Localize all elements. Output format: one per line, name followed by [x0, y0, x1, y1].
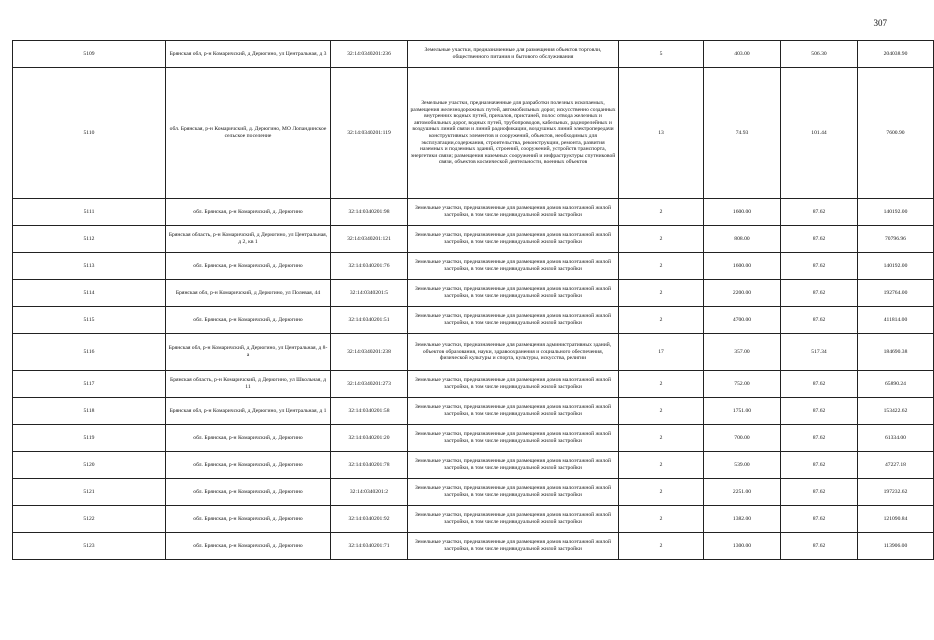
cadastral-number-cell: 32:14:0340201:92	[331, 506, 408, 533]
land-plot-registry-table	[12, 40, 934, 560]
table-row	[13, 425, 934, 452]
cadastral-number-cell: 32:14:0340201:76	[331, 253, 408, 280]
area-cell: 752.00	[704, 371, 781, 398]
address-cell: обл. Брянская, р-н Комаричский, д. Дерюгино, МО Лопандинское сельское поселение	[166, 68, 331, 199]
table-row	[13, 41, 934, 68]
unit-value-cell: 87.62	[781, 307, 858, 334]
land-use-cell: Земельные участки, предназначенные для размещения домов малоэтажной жилой застройки, в том числе индивидуальной жилой застройки	[408, 226, 619, 253]
cadastral-number-cell: 32:14:0340201:236	[331, 41, 408, 68]
cadastral-number-cell: 32:14:0340201:273	[331, 371, 408, 398]
row-id-cell: 5119	[13, 425, 166, 452]
row-id-cell: 5121	[13, 479, 166, 506]
area-cell: 1600.00	[704, 199, 781, 226]
table-row	[13, 533, 934, 560]
table-row	[13, 199, 934, 226]
cadastral-value-cell: 184690.38	[858, 334, 934, 371]
cadastral-value-cell: 192764.00	[858, 280, 934, 307]
land-use-cell: Земельные участки, предназначенные для размещения домов малоэтажной жилой застройки, в том числе индивидуальной жилой застройки	[408, 506, 619, 533]
cadastral-number-cell: 32:14:0340201:238	[331, 334, 408, 371]
group-number-cell: 2	[619, 226, 704, 253]
cadastral-value-cell: 140192.00	[858, 199, 934, 226]
address-cell: обл. Брянская, р-н Комаричский, д. Дерюгино	[166, 533, 331, 560]
unit-value-cell: 87.62	[781, 479, 858, 506]
group-number-cell: 2	[619, 506, 704, 533]
group-number-cell: 2	[619, 452, 704, 479]
unit-value-cell: 101.44	[781, 68, 858, 199]
area-cell: 539.00	[704, 452, 781, 479]
cadastral-number-cell: 32:14:0340201:58	[331, 398, 408, 425]
table-row	[13, 398, 934, 425]
unit-value-cell: 87.62	[781, 371, 858, 398]
unit-value-cell: 87.62	[781, 226, 858, 253]
cadastral-value-cell: 140192.00	[858, 253, 934, 280]
group-number-cell: 5	[619, 41, 704, 68]
address-cell: обл. Брянская, р-н Комаричский, д. Дерюгино	[166, 479, 331, 506]
address-cell: Брянская обл, р-н Комаричский, д Дерюгино, ул Полевая, 44	[166, 280, 331, 307]
group-number-cell: 2	[619, 533, 704, 560]
cadastral-number-cell: 32:14:0340201:20	[331, 425, 408, 452]
cadastral-value-cell: 204038.90	[858, 41, 934, 68]
table-row	[13, 226, 934, 253]
group-number-cell: 2	[619, 253, 704, 280]
unit-value-cell: 87.62	[781, 280, 858, 307]
group-number-cell: 2	[619, 199, 704, 226]
unit-value-cell: 87.62	[781, 506, 858, 533]
cadastral-number-cell: 32:14:0340201:119	[331, 68, 408, 199]
group-number-cell: 2	[619, 307, 704, 334]
address-cell: Брянская обл, р-н Комаричский, д Дерюгино, ул Центральная, д 3	[166, 41, 331, 68]
address-cell: обл. Брянская, р-н Комаричский, д. Дерюгино	[166, 199, 331, 226]
area-cell: 74.93	[704, 68, 781, 199]
address-cell: Брянская область, р-н Комаричский, д Дерюгино, ул Школьная, д 11	[166, 371, 331, 398]
land-use-cell: Земельные участки, предназначенные для размещения домов малоэтажной жилой застройки, в том числе индивидуальной жилой застройки	[408, 452, 619, 479]
group-number-cell: 2	[619, 479, 704, 506]
cadastral-value-cell: 47227.18	[858, 452, 934, 479]
row-id-cell: 5118	[13, 398, 166, 425]
row-id-cell: 5115	[13, 307, 166, 334]
cadastral-value-cell: 65890.24	[858, 371, 934, 398]
group-number-cell: 2	[619, 398, 704, 425]
unit-value-cell: 87.62	[781, 398, 858, 425]
unit-value-cell: 87.62	[781, 425, 858, 452]
table-row	[13, 452, 934, 479]
group-number-cell: 13	[619, 68, 704, 199]
row-id-cell: 5112	[13, 226, 166, 253]
land-use-cell: Земельные участки, предназначенные для разработки полезных ископаемых, размещения железнодорожных путей, автомобильных дорог, искусственно созданных внутренних водных путей, причалов, пристаней, полос отвода железных и автомобильных дорог, водных путей, трубопроводов, кабельных, радиорелейных и воздушных линий связи и линий радиофикации, воздушных линий электропередачи конструктивных элементов и сооружений, объектов, необходимых для эксплуатации,содержания, строительства, реконструкции, ремонта, развития наземных и подземных зданий, строений, сооружений, устройств транспорта, энергетики связи; размещения наземных сооружений и инфраструктуры спутниковой связи, объектов космической деятельности, военных объектов	[408, 68, 619, 199]
table-row	[13, 68, 934, 199]
row-id-cell: 5122	[13, 506, 166, 533]
address-cell: обл. Брянская, р-н Комаричский, д. Дерюгино	[166, 452, 331, 479]
unit-value-cell: 517.34	[781, 334, 858, 371]
land-use-cell: Земельные участки, предназначенные для размещения домов малоэтажной жилой застройки, в том числе индивидуальной жилой застройки	[408, 398, 619, 425]
group-number-cell: 17	[619, 334, 704, 371]
address-cell: обл. Брянская, р-н Комаричский, д. Дерюгино	[166, 307, 331, 334]
land-use-cell: Земельные участки, предназначенные для размещения домов малоэтажной жилой застройки, в том числе индивидуальной жилой застройки	[408, 280, 619, 307]
address-cell: Брянская область, р-н Комаричский, д Дерюгино, ул Центральная, д 2, кв 1	[166, 226, 331, 253]
group-number-cell: 2	[619, 425, 704, 452]
cadastral-value-cell: 61334.00	[858, 425, 934, 452]
area-cell: 357.00	[704, 334, 781, 371]
table-row	[13, 334, 934, 371]
area-cell: 1300.00	[704, 533, 781, 560]
unit-value-cell: 87.62	[781, 533, 858, 560]
land-use-cell: Земельные участки, предназначенные для размещения домов малоэтажной жилой застройки, в том числе индивидуальной жилой застройки	[408, 199, 619, 226]
unit-value-cell: 87.62	[781, 199, 858, 226]
land-use-cell: Земельные участки, предназначенные для размещения административных зданий, объектов образования, науки, здравоохранения и социального обеспечения, физической культуры и спорта, культуры, искусства, религии	[408, 334, 619, 371]
address-cell: обл. Брянская, р-н Комаричский, д. Дерюгино	[166, 506, 331, 533]
cadastral-value-cell: 113906.00	[858, 533, 934, 560]
unit-value-cell: 506.30	[781, 41, 858, 68]
address-cell: Брянская обл, р-н Комаричский, д Дерюгино, ул Центральная, д 1	[166, 398, 331, 425]
area-cell: 808.00	[704, 226, 781, 253]
cadastral-number-cell: 32:14:0340201:98	[331, 199, 408, 226]
cadastral-value-cell: 121090.84	[858, 506, 934, 533]
group-number-cell: 2	[619, 280, 704, 307]
row-id-cell: 5111	[13, 199, 166, 226]
group-number-cell: 2	[619, 371, 704, 398]
land-use-cell: Земельные участки, предназначенные для размещения домов малоэтажной жилой застройки, в том числе индивидуальной жилой застройки	[408, 479, 619, 506]
address-cell: Брянская обл, р-н Комаричский, д Дерюгино, ул Центральная, д 8-а	[166, 334, 331, 371]
area-cell: 2200.00	[704, 280, 781, 307]
area-cell: 403.00	[704, 41, 781, 68]
cadastral-value-cell: 70796.96	[858, 226, 934, 253]
address-cell: обл. Брянская, р-н Комаричский, д. Дерюгино	[166, 425, 331, 452]
cadastral-value-cell: 197232.62	[858, 479, 934, 506]
table-row	[13, 307, 934, 334]
cadastral-number-cell: 32:14:0340201:121	[331, 226, 408, 253]
cadastral-number-cell: 32:14:0340201:2	[331, 479, 408, 506]
land-use-cell: Земельные участки, предназначенные для размещения домов малоэтажной жилой застройки, в том числе индивидуальной жилой застройки	[408, 533, 619, 560]
row-id-cell: 5110	[13, 68, 166, 199]
cadastral-number-cell: 32:14:0340201:5	[331, 280, 408, 307]
row-id-cell: 5123	[13, 533, 166, 560]
table-row	[13, 479, 934, 506]
row-id-cell: 5116	[13, 334, 166, 371]
land-use-cell: Земельные участки, предназначенные для размещения объектов торговли, общественного питания и бытового обслуживания	[408, 41, 619, 68]
cadastral-number-cell: 32:14:0340201:71	[331, 533, 408, 560]
unit-value-cell: 87.62	[781, 253, 858, 280]
cadastral-value-cell: 153422.62	[858, 398, 934, 425]
cadastral-value-cell: 411814.00	[858, 307, 934, 334]
area-cell: 2251.00	[704, 479, 781, 506]
unit-value-cell: 87.62	[781, 452, 858, 479]
registry-body	[13, 41, 934, 560]
area-cell: 4700.00	[704, 307, 781, 334]
table-row	[13, 371, 934, 398]
row-id-cell: 5114	[13, 280, 166, 307]
table-row	[13, 506, 934, 533]
row-id-cell: 5109	[13, 41, 166, 68]
row-id-cell: 5120	[13, 452, 166, 479]
cadastral-value-cell: 7600.90	[858, 68, 934, 199]
land-use-cell: Земельные участки, предназначенные для размещения домов малоэтажной жилой застройки, в том числе индивидуальной жилой застройки	[408, 307, 619, 334]
area-cell: 1751.00	[704, 398, 781, 425]
address-cell: обл. Брянская, р-н Комаричский, д. Дерюгино	[166, 253, 331, 280]
area-cell: 1382.00	[704, 506, 781, 533]
cadastral-number-cell: 32:14:0340201:51	[331, 307, 408, 334]
cadastral-number-cell: 32:14:0340201:78	[331, 452, 408, 479]
page-number: 307	[873, 18, 887, 28]
area-cell: 700.00	[704, 425, 781, 452]
land-use-cell: Земельные участки, предназначенные для размещения домов малоэтажной жилой застройки, в том числе индивидуальной жилой застройки	[408, 371, 619, 398]
area-cell: 1600.00	[704, 253, 781, 280]
land-use-cell: Земельные участки, предназначенные для размещения домов малоэтажной жилой застройки, в том числе индивидуальной жилой застройки	[408, 425, 619, 452]
table-row	[13, 253, 934, 280]
land-use-cell: Земельные участки, предназначенные для размещения домов малоэтажной жилой застройки, в том числе индивидуальной жилой застройки	[408, 253, 619, 280]
row-id-cell: 5117	[13, 371, 166, 398]
row-id-cell: 5113	[13, 253, 166, 280]
table-row	[13, 280, 934, 307]
